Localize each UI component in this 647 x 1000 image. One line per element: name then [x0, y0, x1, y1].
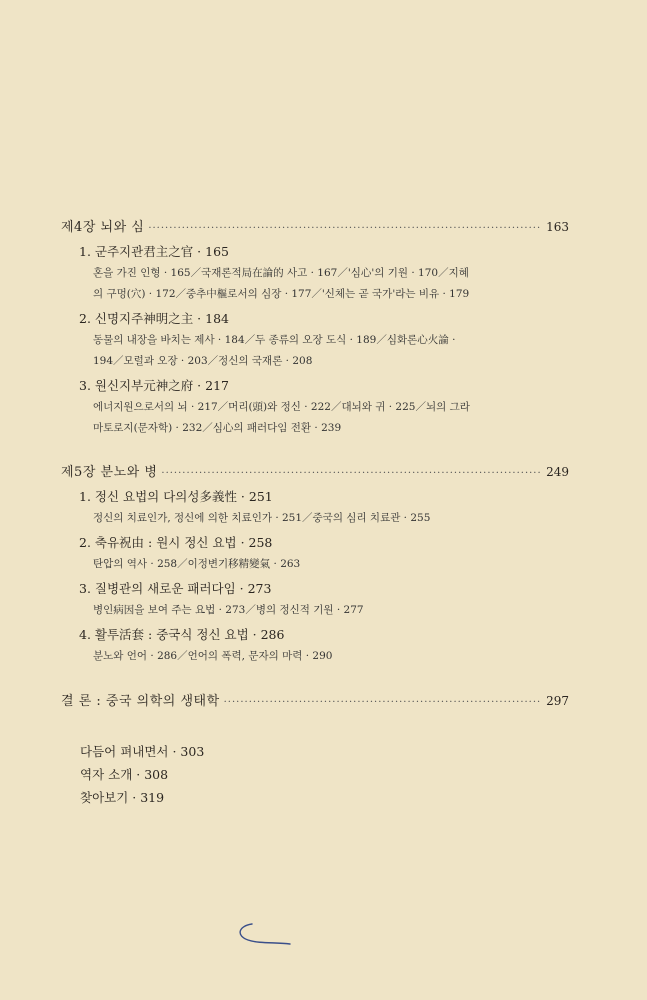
section-title: 3. 질병관의 새로운 패러다임 · 273: [79, 581, 272, 596]
section-body: [93, 508, 569, 529]
section-title: 1. 정신 요법의 다의성多義性 · 251: [79, 489, 273, 504]
dot-leader: [224, 694, 542, 712]
pen-stroke-mark: [232, 920, 296, 950]
section-body: [93, 600, 569, 621]
section-title: 2. 신명지주神明之主 · 184: [79, 311, 229, 326]
section: [61, 375, 569, 439]
back-matter-item: 역자 소개 · 308: [80, 767, 169, 782]
section-line: 병인病因을 보여 주는 요법 · 273／병의 정신적 기원 · 277: [93, 604, 364, 616]
chapter-title: 제4장 뇌와 심: [61, 220, 145, 235]
section: [61, 241, 569, 305]
chapter-heading: [61, 692, 569, 712]
section-title: 3. 원신지부元神之府 · 217: [79, 378, 229, 393]
section-line: 의 구멍(穴) · 172／중추中樞로서의 심장 · 177／'신체는 곧 국가'라는 비유 · 179: [93, 288, 470, 300]
section: [61, 578, 569, 621]
section-line: 동물의 내장을 바치는 제사 · 184／두 종류의 오장 도식 · 189／심화론心火論 ·: [93, 334, 456, 346]
chapter-page: 297: [546, 694, 569, 708]
chapter-heading: [61, 463, 569, 483]
section-body: [93, 646, 569, 667]
section-line: 마토로지(문자학) · 232／심心의 패러다임 전환 · 239: [93, 422, 342, 434]
chapter-heading: [61, 218, 569, 238]
section-body: [93, 330, 569, 372]
section-line: 탄압의 역사 · 258／이정변기移精變氣 · 263: [93, 558, 301, 570]
section-line: 정신의 치료인가, 정신에 의한 치료인가 · 251／중국의 심리 치료관 · 255: [93, 512, 431, 524]
section-body: [93, 397, 569, 439]
back-matter-item: 다듬어 펴내면서 · 303: [80, 744, 205, 759]
section: [61, 532, 569, 575]
conclusion: [61, 692, 569, 712]
back-matter: [80, 740, 204, 809]
section: [61, 308, 569, 372]
section-line: 에너지원으로서의 뇌 · 217／머리(頭)와 정신 · 222／대뇌와 귀 · 225／뇌의 그라: [93, 401, 470, 413]
chapter-5: [61, 463, 569, 667]
section-title: 2. 축유祝由 : 원시 정신 요법 · 258: [79, 535, 273, 550]
back-matter-item: 찾아보기 · 319: [80, 790, 165, 805]
dot-leader: [148, 220, 542, 238]
chapter-title: 결 론 : 중국 의학의 생태학: [61, 694, 220, 709]
section-title: 1. 군주지관君主之官 · 165: [79, 244, 229, 259]
section-body: [93, 554, 569, 575]
chapter-page: 249: [546, 465, 569, 479]
dot-leader: [161, 465, 542, 483]
section-title: 4. 활투活套 : 중국식 정신 요법 · 286: [79, 627, 285, 642]
section: [61, 486, 569, 529]
chapter-title: 제5장 분노와 병: [61, 465, 158, 480]
chapter-4: [61, 218, 569, 439]
section: [61, 624, 569, 667]
section-line: 194／모럴과 오장 · 203／정신의 국재론 · 208: [93, 355, 313, 367]
section-line: 분노와 언어 · 286／언어의 폭력, 문자의 마력 · 290: [93, 650, 333, 662]
chapter-page: 163: [546, 220, 569, 234]
section-body: [93, 263, 569, 305]
section-line: 혼을 가진 인형 · 165／국재론적局在論的 사고 · 167／'심心'의 기원 · 170／지혜: [93, 267, 469, 279]
